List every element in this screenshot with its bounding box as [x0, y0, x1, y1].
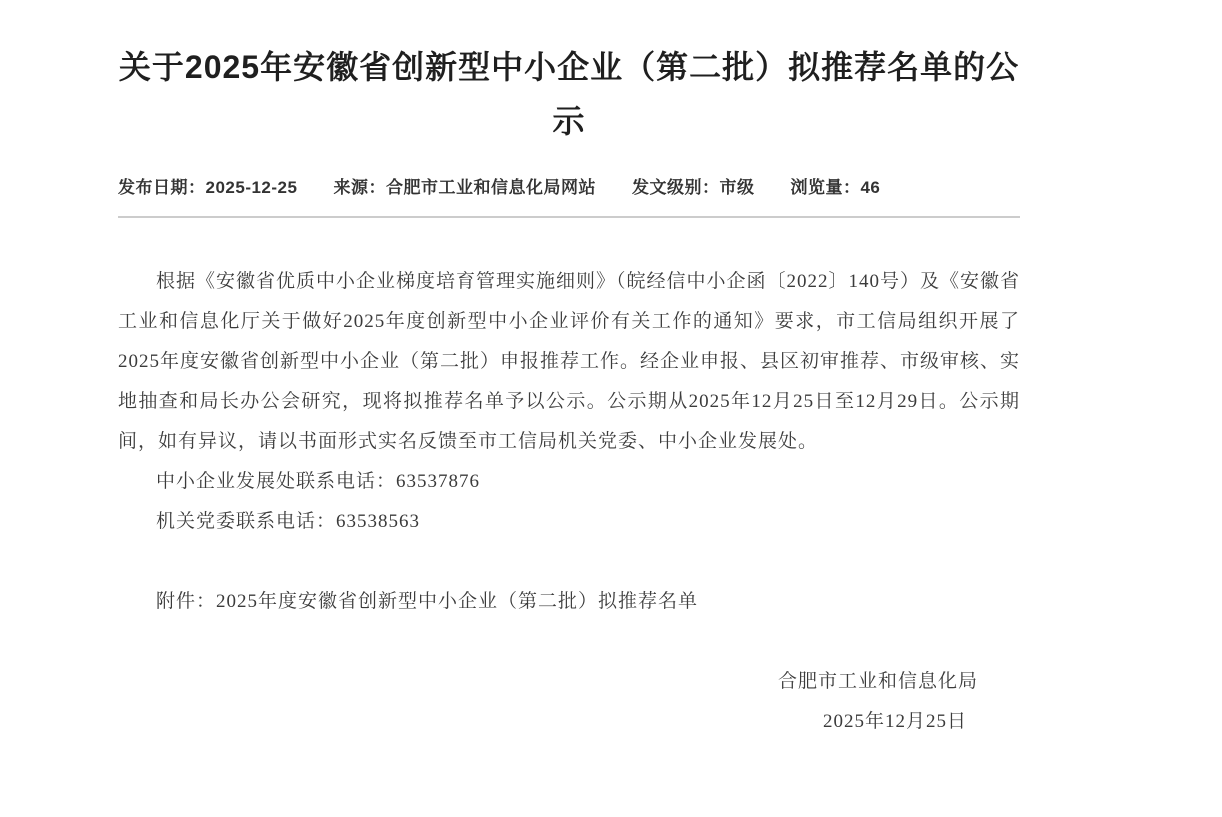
announcement-paragraph: 根据《安徽省优质中小企业梯度培育管理实施细则》（皖经信中小企函〔2022〕140号）及《安徽省工业和信息化厅关于做好2025年度创新型中小企业评价有关工作的通知》要求，市工信局组织开展了2025年度安徽省创新型中小企业（第二批）申报推荐工作。经企业申报、县区初审推荐、市级审核、实地抽查和局长办公会研究，现将拟推荐名单予以公示。公示期从2025年12月25日至12月29日。公示期间，如有异议，请以书面形式实名反馈至市工信局机关党委、中小企业发展处。 — [118, 271, 1021, 452]
page-title: 关于2025年安徽省创新型中小企业（第二批）拟推荐名单的公示 — [118, 49, 1020, 139]
meta-view-count-value: 46 — [860, 178, 881, 197]
meta-view-count-label: 浏览量： — [790, 178, 861, 197]
meta-source-value: 合肥市工业和信息化局网站 — [385, 178, 596, 197]
meta-divider — [118, 216, 1020, 218]
meta-document-level — [632, 176, 755, 200]
meta-publish-date-label: 发布日期： — [118, 178, 206, 197]
signature-organization: 合肥市工业和信息化局 — [777, 671, 978, 692]
signature-date: 2025年12月25日 — [822, 711, 967, 732]
meta-publish-date-value: 2025-12-25 — [205, 178, 298, 197]
announcement-page — [118, 0, 1020, 777]
meta-view-count — [790, 176, 880, 200]
meta-document-level-value: 市级 — [719, 178, 755, 197]
attachment-link[interactable]: 附件：2025年度安徽省创新型中小企业（第二批）拟推荐名单 — [156, 591, 699, 612]
meta-bar — [118, 176, 1020, 200]
contact-phone-party-committee: 机关党委联系电话：63538563 — [156, 511, 421, 532]
meta-document-level-label: 发文级别： — [631, 178, 720, 197]
meta-source-label: 来源： — [333, 178, 386, 197]
meta-source — [333, 176, 596, 200]
contact-phone-sme-division: 中小企业发展处联系电话：63537876 — [156, 471, 481, 492]
meta-publish-date — [118, 176, 297, 200]
document-body — [118, 262, 1020, 742]
